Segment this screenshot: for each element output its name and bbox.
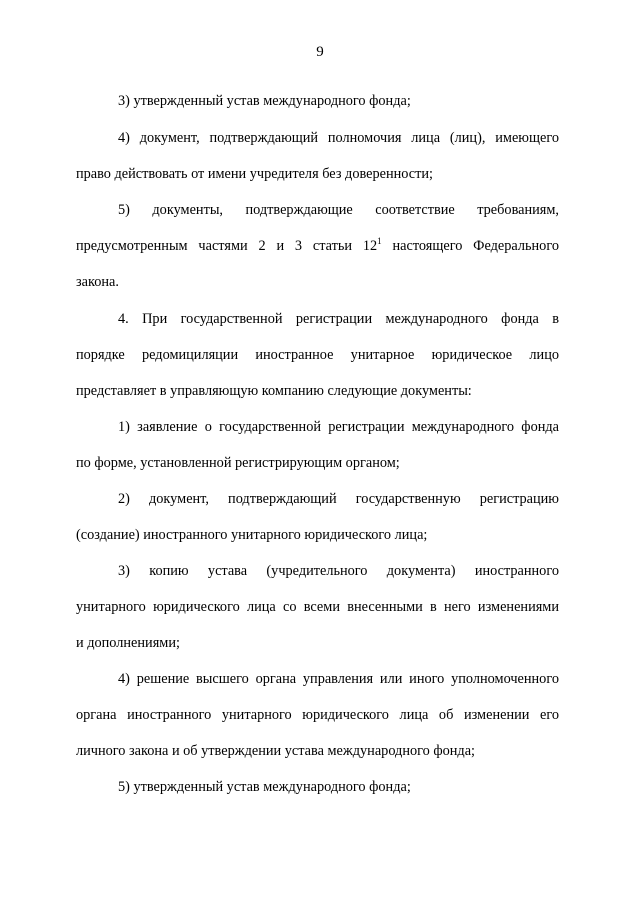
text-line: по форме, установленной регистрирующим органом; <box>76 455 400 472</box>
paragraph-item-2-registration-document <box>76 481 559 553</box>
superscript: 1 <box>377 236 382 247</box>
page-number: 9 <box>316 44 324 60</box>
text-line: унитарного юридического лица со всеми внесенными в него изменениями <box>76 599 559 616</box>
text-line: органа иностранного унитарного юридического лица об изменении его <box>76 707 559 724</box>
text-line: 5) документы, подтверждающие соответствие требованиям, <box>118 202 559 218</box>
text-line: 4) документ, подтверждающий полномочия лица (лиц), имеющего <box>118 130 559 146</box>
paragraph-item-4-governing-body-decision <box>76 661 559 770</box>
paragraph-item-5-compliance-documents <box>76 192 559 301</box>
paragraph-section-4-redomiciliation <box>76 301 559 410</box>
paragraph-item-3-approved-charter <box>76 83 559 119</box>
text-line: порядке редомициляции иностранное унитарное юридическое лицо <box>76 347 559 364</box>
text-fragment: настоящего Федерального <box>381 238 559 255</box>
text-line: (создание) иностранного унитарного юридического лица; <box>76 527 428 544</box>
text-line: и дополнениями; <box>76 635 180 652</box>
text-fragment: предусмотренным частями 2 и 3 статьи 12 <box>76 238 378 255</box>
paragraph-item-5-approved-charter <box>76 769 559 805</box>
paragraph-item-4-authority-document <box>76 120 559 192</box>
paragraph-item-1-application <box>76 409 559 481</box>
text-line: закона. <box>76 274 119 291</box>
text-line: 5) утвержденный устав международного фонда; <box>118 779 411 795</box>
text-line: 4) решение высшего органа управления или иного уполномоченного <box>118 671 559 687</box>
text-line: право действовать от имени учредителя без доверенности; <box>76 166 433 183</box>
text-line <box>76 228 559 264</box>
paragraph-item-3-charter-copy <box>76 553 559 662</box>
text-line: 2) документ, подтверждающий государственную регистрацию <box>118 491 559 507</box>
text-line: 3) копию устава (учредительного документа) иностранного <box>118 563 559 579</box>
text-line: представляет в управляющую компанию следующие документы: <box>76 383 472 400</box>
text-line: 1) заявление о государственной регистрации международного фонда <box>118 419 559 435</box>
text-line: 4. При государственной регистрации международного фонда в <box>118 311 559 327</box>
text-line: 3) утвержденный устав международного фонда; <box>118 93 411 109</box>
text-line: личного закона и об утверждении устава международного фонда; <box>76 743 476 760</box>
